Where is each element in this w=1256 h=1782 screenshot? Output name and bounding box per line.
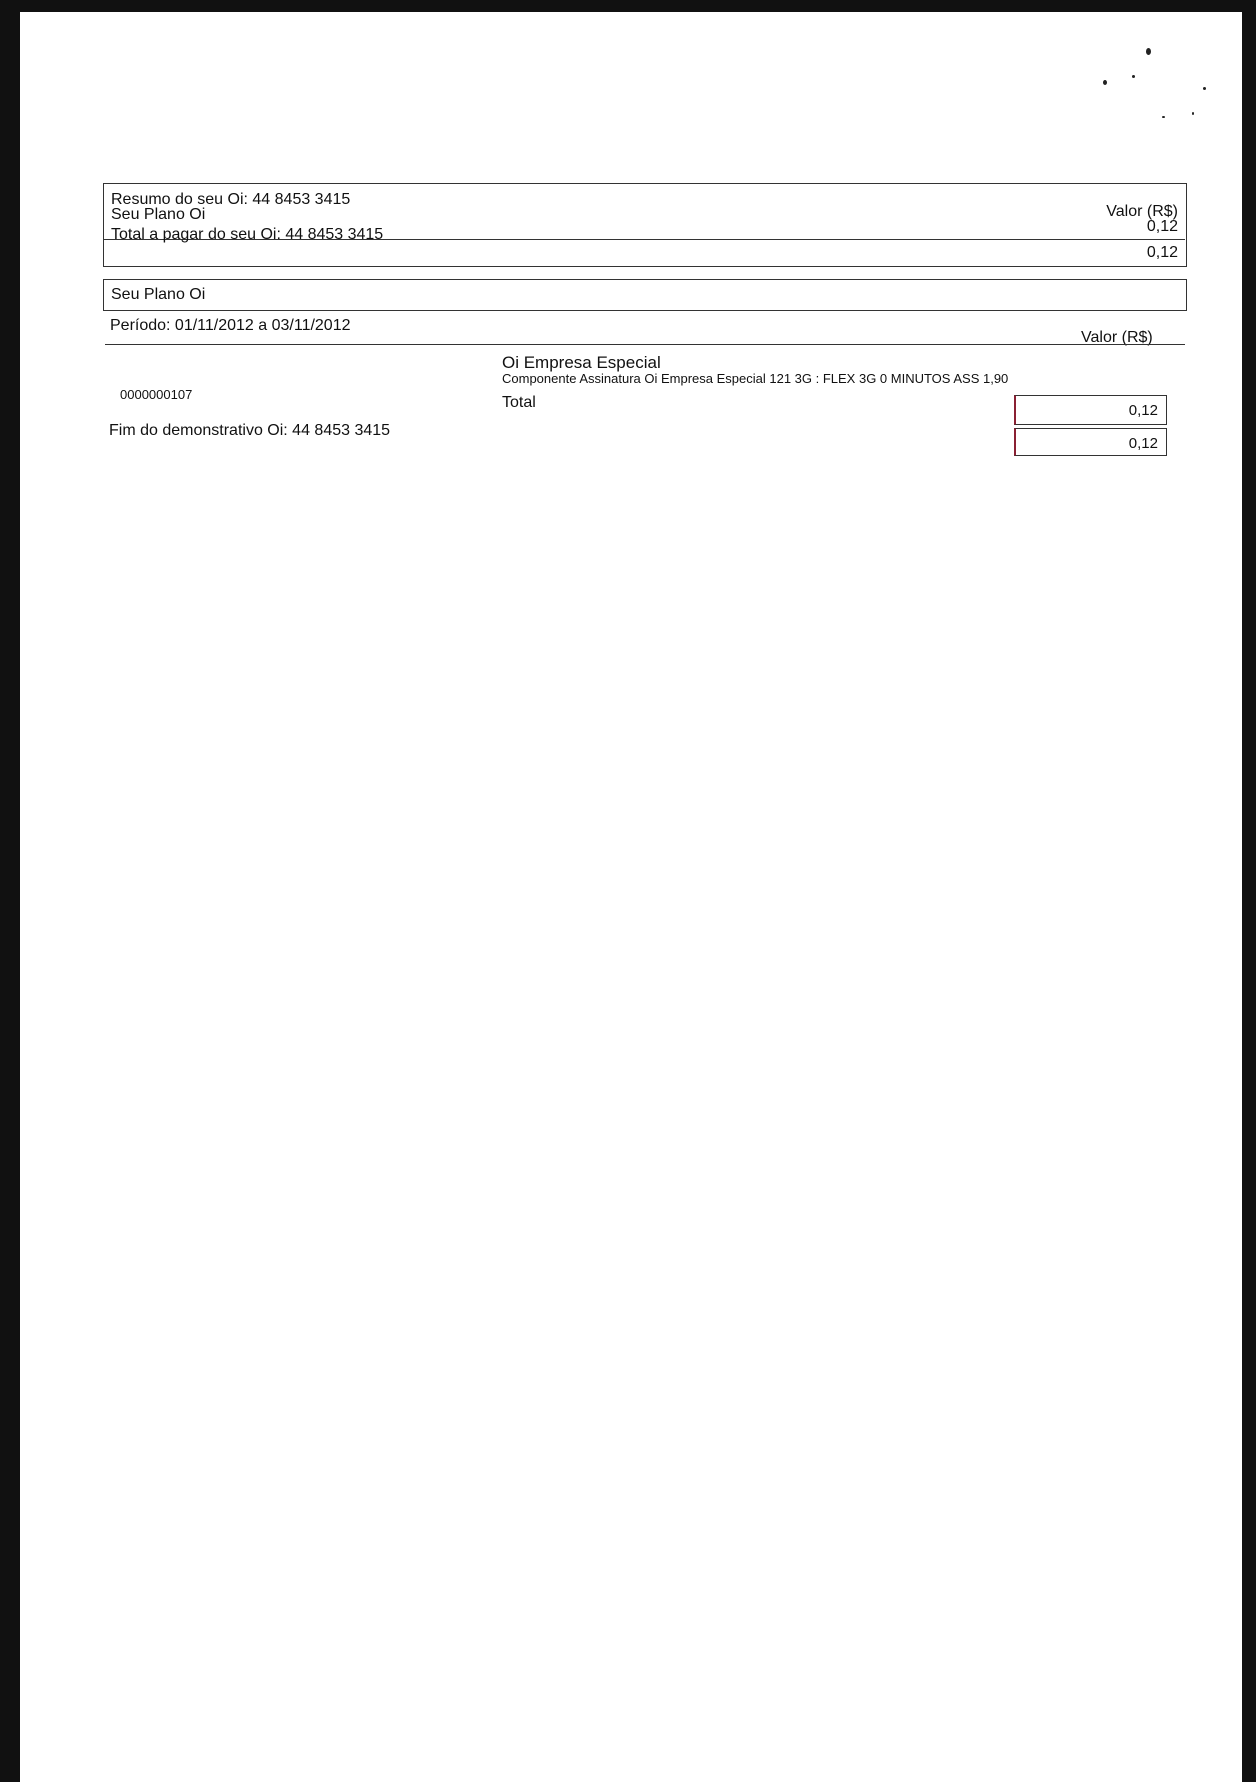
item-value: 0,12 [1128,402,1158,419]
product-name: Oi Empresa Especial [502,353,661,372]
invoice-code: 0000000107 [120,387,193,402]
period-underline [105,344,1185,345]
summary-title: Resumo do seu Oi: 44 8453 3415 [111,191,351,208]
scan-speck [1162,116,1165,118]
summary-total-value: 0,12 [1146,244,1178,261]
plan-value-header: Valor (R$) [1081,329,1153,346]
total-label: Total [502,394,536,411]
summary-plan-value: 0,12 [1146,218,1178,235]
document-page [20,12,1242,1782]
summary-box [103,183,1187,267]
item-value-box [1014,395,1167,425]
component-line: Componente Assinatura Oi Empresa Especial 121 3G : FLEX 3G 0 MINUTOS ASS 1,90 [502,371,1009,386]
scan-speck [1146,48,1151,55]
period-label: Período: 01/11/2012 a 03/11/2012 [110,317,351,334]
scan-speck [1192,112,1194,115]
end-of-statement: Fim do demonstrativo Oi: 44 8453 3415 [109,422,391,439]
scan-speck [1132,75,1135,78]
summary-total-label: Total a pagar do seu Oi: 44 8453 3415 [111,226,384,243]
plan-section-header: Seu Plano Oi [111,286,206,303]
scan-speck [1103,80,1107,85]
total-value-box [1014,428,1167,456]
scan-speck [1203,87,1206,90]
summary-plan-label: Seu Plano Oi [111,206,206,223]
plan-section-header-box [103,279,1187,311]
total-value: 0,12 [1128,435,1158,452]
summary-value-header: Valor (R$) [1106,203,1178,220]
